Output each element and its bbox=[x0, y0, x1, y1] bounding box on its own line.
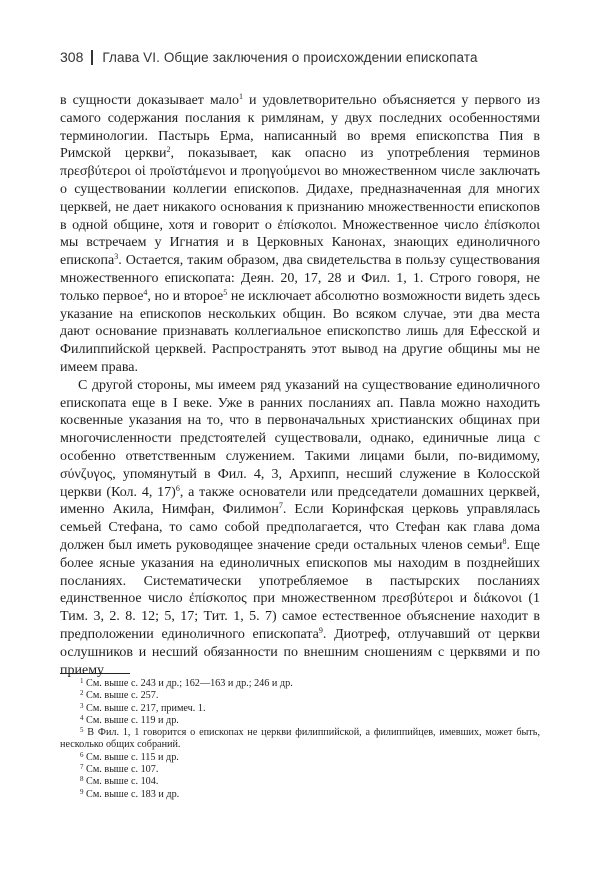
footnote-number: 3 bbox=[80, 701, 84, 710]
header-divider bbox=[91, 50, 93, 65]
footnote bbox=[60, 764, 540, 776]
text-run: и удовлетворительно объясняется у первого из самого содержания послания к римлянам, у двух последних особенностями терминологии. Пастырь Ерма, написанный во время епископства Пия в Римской церкви bbox=[60, 93, 540, 162]
footnote-text: В Фил. 1, 1 говорится о епископах не церкви филиппийской, а филиппийцев, имевших, может быть, несколько общих собраний. bbox=[60, 727, 540, 751]
footnote-text: См. выше с. 183 и др. bbox=[83, 788, 180, 800]
footnote-text: См. выше с. 257. bbox=[83, 690, 159, 702]
footnote-text: См. выше с. 104. bbox=[83, 776, 159, 788]
footnote bbox=[60, 678, 540, 690]
footnote-number: 7 bbox=[80, 763, 84, 772]
text-run: . Остается, таким образом, два свидетельства в пользу существования множественного епископата: Деян. 20, 17, 28 и Фил. 1, 1. Строго говоря, не только первое bbox=[60, 253, 540, 304]
footnote-number: 2 bbox=[80, 689, 84, 698]
chapter-title: Глава VI. Общие заключения о происхождении епископата bbox=[102, 49, 478, 65]
footnote bbox=[60, 776, 540, 788]
running-header bbox=[60, 47, 540, 67]
text-run: , показывает, как опасно из употребления терминов πρεσβύτεροι οἱ προϊστάμενοι и προηγούμενοι во множественном числе заключать о существовании коллегии епископов. Дидахе, предназначенная для многих церквей, не дает никакого основания к признанию множественности епископов в одной общине, хотя и говорит о ἐπίσκοποι. Множественное число ἐπίσκοποι мы встречаем у Игнатия и в Церковных Канонах, знающих единоличного епископа bbox=[60, 146, 541, 269]
footnote-text: См. выше с. 217, примеч. 1. bbox=[83, 702, 206, 714]
page-number: 308 bbox=[60, 49, 84, 65]
footnote-number: 4 bbox=[80, 713, 84, 722]
footnote-ref[interactable]: 3 bbox=[114, 252, 119, 262]
footnote-ref[interactable]: 6 bbox=[175, 483, 180, 493]
text-run: в сущности доказывает мало bbox=[60, 93, 239, 108]
footnote bbox=[60, 789, 540, 801]
footnote-number: 6 bbox=[80, 750, 84, 759]
text-run: . Диотреф, отлучавший от церкви ослушников и несший обязанности по внешним сношениям с церквями и по приему bbox=[60, 626, 540, 678]
footnote-text: См. выше с. 243 и др.; 162—163 и др.; 246 и др. bbox=[83, 678, 293, 689]
text-run: , а также основатели или председатели домашних церквей, именно Акила, Нимфан, Филимон bbox=[60, 484, 540, 518]
footnote-text: См. выше с. 115 и др. bbox=[83, 751, 179, 763]
footnote-ref[interactable]: 2 bbox=[166, 145, 171, 155]
footnote-ref[interactable]: 1 bbox=[238, 92, 243, 101]
footnote-number: 8 bbox=[80, 775, 84, 784]
footnote bbox=[60, 703, 540, 715]
footnote-list bbox=[60, 678, 540, 801]
footnote-ref[interactable]: 9 bbox=[318, 625, 323, 635]
footnote-number: 9 bbox=[80, 787, 84, 796]
footnote-rule bbox=[60, 673, 130, 674]
footnote-ref[interactable]: 4 bbox=[143, 287, 148, 297]
text-run: . Если Коринфская церковь управлялась семьей Стефана, то само собой предполагается, что Стефан как глава дома должен был иметь руководящее значение среди остальных членов семьи bbox=[60, 502, 541, 553]
footnote-ref[interactable]: 8 bbox=[502, 536, 507, 546]
paragraph-1 bbox=[60, 92, 540, 377]
paragraph-2 bbox=[60, 377, 540, 680]
footnotes bbox=[60, 673, 540, 801]
footnote-text: См. выше с. 119 и др. bbox=[83, 714, 179, 726]
footnote-number: 1 bbox=[80, 677, 84, 685]
body-text bbox=[60, 92, 540, 679]
footnote bbox=[60, 727, 540, 752]
text-run: С другой стороны, мы имеем ряд указаний на существование единоличного епископата еще в I веке. Уже в ранних посланиях ап. Павла можно находить косвенные указания на то, что в первоначальных христианских общинах при многочисленности предстоятелей существовали, однако, единичные лица с особенно ответственным служением. Такими лицами были, по-видимому, σύνζυγος, упомянутый в Фил. 4, 3, Архипп, несший служение в Колосской церкви (Кол. 4, 17) bbox=[60, 377, 540, 500]
footnote-ref[interactable]: 5 bbox=[223, 287, 228, 297]
footnote-text: См. выше с. 107. bbox=[83, 764, 159, 776]
footnote-number: 5 bbox=[80, 726, 84, 735]
text-run: , но и второе bbox=[147, 288, 224, 304]
footnote bbox=[60, 690, 540, 702]
footnote-ref[interactable]: 7 bbox=[278, 501, 283, 511]
text-run: не исключает абсолютно возможности видеть здесь указание на епископов нескольких общин. Во всяком случае, эти два места дают основание признавать коллегиальное епископство лишь для Ефесской и Филиппийской церквей. Распространять этот вывод на другие общины мы не имеем права. bbox=[60, 288, 540, 375]
footnote bbox=[60, 752, 540, 764]
text-run: . Еще более ясные указания на единоличных епископов мы находим в позднейших посланиях. Систематически употребляемое в пастырских посланиях единственное число ἐπίσκοπος при множественном πρεσβύτεροι и διάκονοι (1 Тим. 3, 2. 8. 12; 5, 17; Тит. 1, 5. 7) самое естественное объяснение находит в предположении единоличного епископата bbox=[60, 537, 540, 642]
footnote bbox=[60, 715, 540, 727]
